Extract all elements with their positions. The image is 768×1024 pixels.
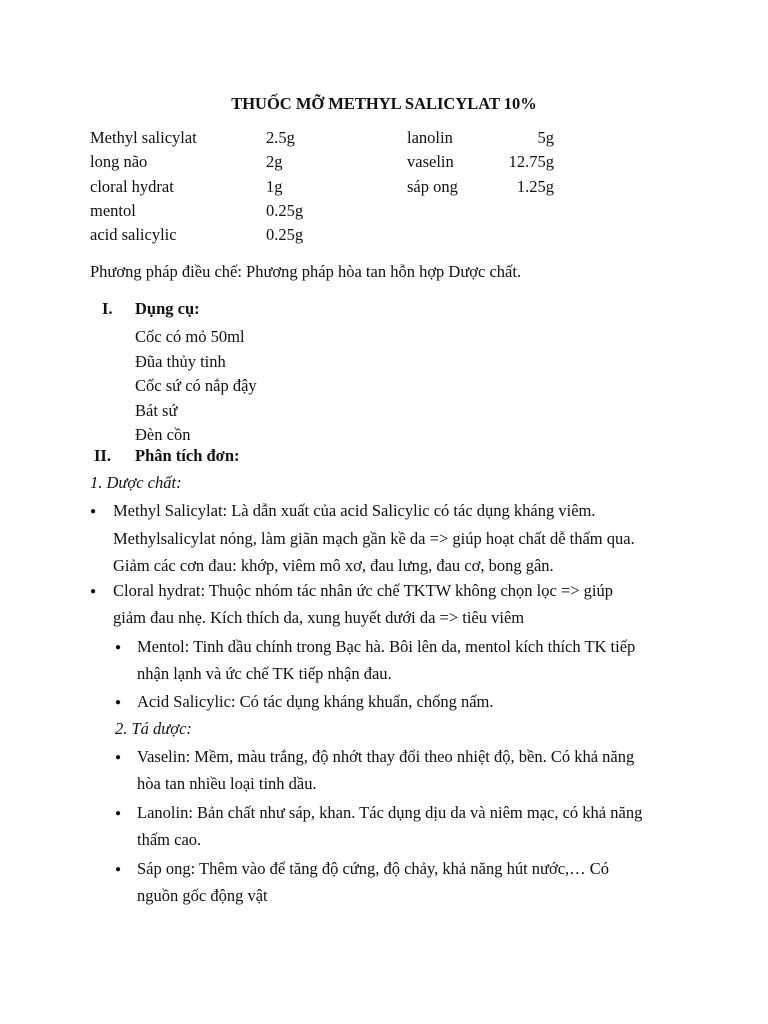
ingredient-row [407,152,554,176]
subsection-excipients: 2. Tá dược: [115,719,192,738]
bullet-icon: ● [90,586,97,597]
ingredient-amount: 5g [537,128,554,147]
ingredient-amount: 12.75g [508,152,554,172]
bullet-text: Methylsalicylat nóng, làm giãn mạch gần kề da => giúp hoạt chất dễ thấm qua. [113,529,635,548]
ingredient-row [90,177,303,201]
equipment-list [135,325,257,448]
bullet-text: thấm cao. [137,830,202,849]
ingredient-row [407,128,554,152]
bullet-icon: ● [115,808,122,819]
ingredient-row [407,177,554,201]
bullet-text: Methyl Salicylat: Là dẫn xuất của acid Salicylic có tác dụng kháng viêm. [113,501,596,520]
document-title: THUỐC MỠ METHYL SALICYLAT 10% [231,94,537,113]
bullet-text: Acid Salicylic: Có tác dụng kháng khuẩn, chống nấm. [137,692,494,711]
ingredient-amount: 0.25g [266,225,304,245]
ingredient-row [90,225,303,249]
section-1-heading: Dụng cụ: [135,299,200,318]
ingredient-row [90,128,303,152]
bullet-text: Giảm các cơn đau: khớp, viêm mô xơ, đau lưng, đau cơ, bong gân. [113,556,554,575]
ingredient-row [90,152,303,176]
ingredient-amount: 2.5g [266,128,295,147]
equipment-item: Cốc có mỏ 50ml [135,327,245,346]
bullet-text: Sáp ong: Thêm vào để tăng độ cứng, độ chảy, khả năng hút nước,… Có [137,859,610,878]
ingredient-name: vaselin [407,152,454,172]
bullet-text: nguồn gốc động vật [137,886,268,905]
ingredient-name: sáp ong [407,176,458,196]
preparation-method: Phương pháp điều chế: Phương pháp hòa tan hỗn hợp Dược chất. [90,262,522,281]
bullet-text: nhận lạnh và ức chế TK tiếp nhận đau. [137,664,392,683]
ingredient-name: Methyl salicylat [90,128,197,147]
bullet-text: hòa tan nhiều loại tinh dầu. [137,774,317,793]
ingredient-amount: 1.25g [516,176,554,196]
ingredient-amount: 2g [266,152,283,172]
ingredient-name: cloral hydrat [90,176,174,196]
bullet-text: Lanolin: Bản chất như sáp, khan. Tác dụng dịu da và niêm mạc, có khả năng [137,803,643,822]
bullet-icon: ● [115,752,122,763]
equipment-item: Cốc sứ có nắp đậy [135,376,257,395]
ingredient-table-right [407,128,554,201]
ingredient-name: mentol [90,200,136,220]
section-2-heading: Phân tích đơn: [135,446,240,465]
bullet-icon: ● [115,864,122,875]
equipment-item: Đũa thủy tinh [135,351,226,371]
bullet-icon: ● [115,642,122,653]
equipment-item: Đèn cồn [135,425,191,444]
ingredient-name: acid salicylic [90,225,177,245]
bullet-text: Vaselin: Mềm, màu trắng, độ nhớt thay đổi theo nhiệt độ, bền. Có khả năng [137,747,635,766]
bullet-icon: ● [115,697,122,708]
ingredient-amount: 1g [266,176,283,196]
ingredient-name: lanolin [407,128,453,147]
bullet-text: Cloral hydrat: Thuộc nhóm tác nhân ức chế TKTW không chọn lọc => giúp [113,581,613,600]
ingredient-table-left [90,128,303,249]
subsection-active-ingredients: 1. Dược chất: [90,473,182,492]
bullet-text: giảm đau nhẹ. Kích thích da, xung huyết dưới da => tiêu viêm [113,608,525,627]
ingredient-name: long não [90,152,148,172]
section-1-number: I. [102,299,113,318]
equipment-item: Bát sứ [135,400,178,420]
ingredient-amount: 0.25g [266,200,304,220]
section-2-number: II. [94,446,111,465]
bullet-text: Mentol: Tinh dầu chính trong Bạc hà. Bôi lên da, mentol kích thích TK tiếp [137,637,636,656]
bullet-icon: ● [90,506,97,517]
ingredient-row [90,201,303,225]
